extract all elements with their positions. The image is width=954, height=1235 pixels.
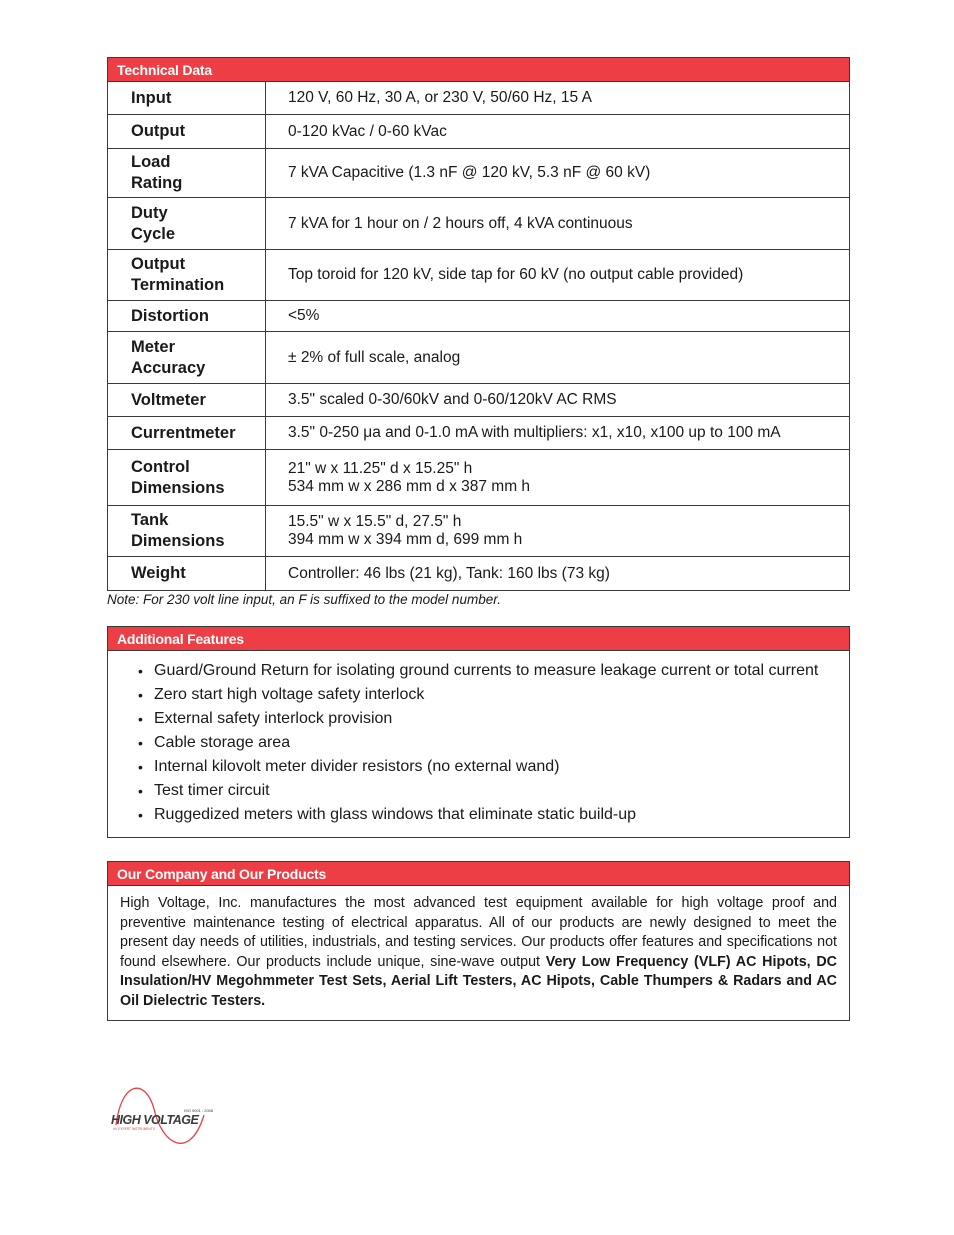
logo-tagline-text: HV EXPERT INSTRUMENTS [113, 1127, 155, 1131]
spec-value-line: Controller: 46 lbs (21 kg), Tank: 160 lbs (73 kg) [288, 564, 610, 582]
spec-label-line: Accuracy [131, 358, 206, 377]
company-description [108, 886, 849, 1011]
technical-data-header: Technical Data [108, 58, 849, 82]
spec-row [108, 383, 849, 416]
spec-value [266, 384, 849, 416]
spec-value-line: 534 mm w x 286 mm d x 387 mm h [288, 477, 531, 495]
spec-row [108, 197, 849, 249]
spec-label-line: Dimensions [131, 532, 225, 550]
spec-row [108, 249, 849, 300]
spec-value-line: 120 V, 60 Hz, 30 A, or 230 V, 50/60 Hz, 15 A [288, 89, 592, 106]
spec-label-line: Currentmeter [131, 423, 236, 442]
feature-text: Test timer circuit [154, 782, 270, 799]
spec-table [108, 82, 849, 590]
feature-item [138, 803, 849, 827]
spec-label-line: Cycle [131, 224, 176, 243]
company-header: Our Company and Our Products [108, 862, 849, 886]
spec-row [108, 148, 849, 197]
spec-label-line: Weight [131, 564, 186, 582]
spec-value-line: 7 kVA Capacitive (1.3 nF @ 120 kV, 5.3 nF @ 60 kV) [288, 164, 651, 181]
bullet-icon: • [138, 807, 143, 823]
company-text-plain: High Voltage, Inc. manufactures the most advanced test equipment available for high voltage proof and preventive maintenance testing of electrical apparatus. All of our products are newly designed to meet the present day needs of utilities, industrials, and testing services. Our products offer features and specifications not found elsewhere. Our products include unique, sine-wave output [120, 895, 837, 970]
spec-row [108, 416, 849, 449]
feature-text: Internal kilovolt meter divider resistors (no external wand) [154, 758, 560, 775]
bullet-icon: • [138, 783, 143, 799]
spec-value-line: <5% [288, 307, 320, 324]
spec-label-line: Voltmeter [131, 390, 206, 409]
spec-label-line: Meter [131, 337, 176, 356]
note-text: Note: For 230 volt line input, an F is suffixed to the model number. [107, 592, 501, 607]
spec-value [266, 301, 849, 331]
spec-label-line: Tank [131, 511, 169, 529]
spec-value [266, 450, 849, 505]
spec-value-line: Top toroid for 120 kV, side tap for 60 kV (no output cable provided) [288, 266, 744, 283]
high-voltage-logo [108, 1085, 214, 1151]
spec-label [108, 332, 266, 383]
spec-value-line: 3.5" scaled 0-30/60kV and 0-60/120kV AC RMS [288, 391, 617, 408]
feature-text: Zero start high voltage safety interlock [154, 686, 425, 703]
spec-label-line: Dimensions [131, 478, 225, 497]
spec-label-line: Output [131, 122, 186, 140]
spec-value [266, 332, 849, 383]
spec-value [266, 250, 849, 300]
bullet-icon: • [138, 735, 143, 751]
spec-value-line: ± 2% of full scale, analog [288, 348, 461, 366]
spec-label-line: Load [131, 153, 171, 171]
feature-item [138, 659, 849, 683]
spec-row [108, 300, 849, 331]
spec-value-line: 15.5" w x 15.5" d, 27.5" h [288, 513, 462, 530]
feature-text: External safety interlock provision [154, 710, 393, 727]
spec-label-line: Output [131, 255, 186, 273]
spec-label-line: Control [131, 457, 190, 476]
spec-label [108, 301, 266, 331]
company-text-products: Very Low Frequency (VLF) AC Hipots, DC Insulation/HV Megohmmeter Test Sets, Aerial Lift Testers, AC Hipots, Cable Thumpers & Radars and AC Oil Dielectric Testers. [120, 953, 837, 1009]
spec-label [108, 149, 266, 197]
spec-value [266, 506, 849, 556]
company-section [107, 861, 850, 1021]
technical-data-section [107, 57, 850, 591]
spec-value [266, 417, 849, 449]
spec-label [108, 450, 266, 505]
spec-label-line: Input [131, 88, 172, 107]
feature-text: Cable storage area [154, 734, 291, 751]
spec-row [108, 331, 849, 383]
spec-row [108, 114, 849, 148]
feature-item [138, 779, 849, 803]
spec-value-line: 0-120 kVac / 0-60 kVac [288, 122, 447, 140]
feature-item [138, 755, 849, 779]
additional-features-section [107, 626, 850, 838]
spec-label-line: Termination [131, 276, 225, 294]
logo-brand-text: HIGH VOLTAGE [111, 1113, 199, 1127]
spec-row [108, 82, 849, 114]
spec-value [266, 149, 849, 197]
spec-value [266, 557, 849, 590]
spec-value-line: 394 mm w x 394 mm d, 699 mm h [288, 531, 523, 548]
spec-value-line: 21" w x 11.25" d x 15.25" h [288, 459, 473, 477]
feature-text: Guard/Ground Return for isolating ground currents to measure leakage current or total current [154, 662, 819, 679]
spec-label [108, 115, 266, 148]
features-list [108, 651, 849, 827]
feature-item [138, 683, 849, 707]
spec-value-line: 3.5" 0-250 μa and 0-1.0 mA with multipliers: x1, x10, x100 up to 100 mA [288, 424, 781, 441]
spec-label [108, 82, 266, 114]
feature-item [138, 731, 849, 755]
spec-label [108, 417, 266, 449]
spec-label-line: Rating [131, 174, 183, 192]
spec-label [108, 198, 266, 249]
spec-value [266, 115, 849, 148]
bullet-icon: • [138, 759, 143, 775]
spec-value [266, 82, 849, 114]
spec-value [266, 198, 849, 249]
additional-features-header: Additional Features [108, 627, 849, 651]
spec-label [108, 250, 266, 300]
spec-label [108, 384, 266, 416]
spec-row [108, 505, 849, 556]
spec-label-line: Duty [131, 203, 168, 222]
spec-row [108, 449, 849, 505]
spec-label [108, 557, 266, 590]
spec-row [108, 556, 849, 590]
logo-iso-text: ISO 9001 : 2008 [184, 1108, 214, 1113]
spec-label [108, 506, 266, 556]
bullet-icon: • [138, 687, 143, 703]
spec-label-line: Distortion [131, 306, 209, 325]
bullet-icon: • [138, 663, 143, 679]
bullet-icon: • [138, 711, 143, 727]
feature-text: Ruggedized meters with glass windows that eliminate static build-up [154, 806, 637, 823]
feature-item [138, 707, 849, 731]
spec-value-line: 7 kVA for 1 hour on / 2 hours off, 4 kVA continuous [288, 214, 633, 232]
